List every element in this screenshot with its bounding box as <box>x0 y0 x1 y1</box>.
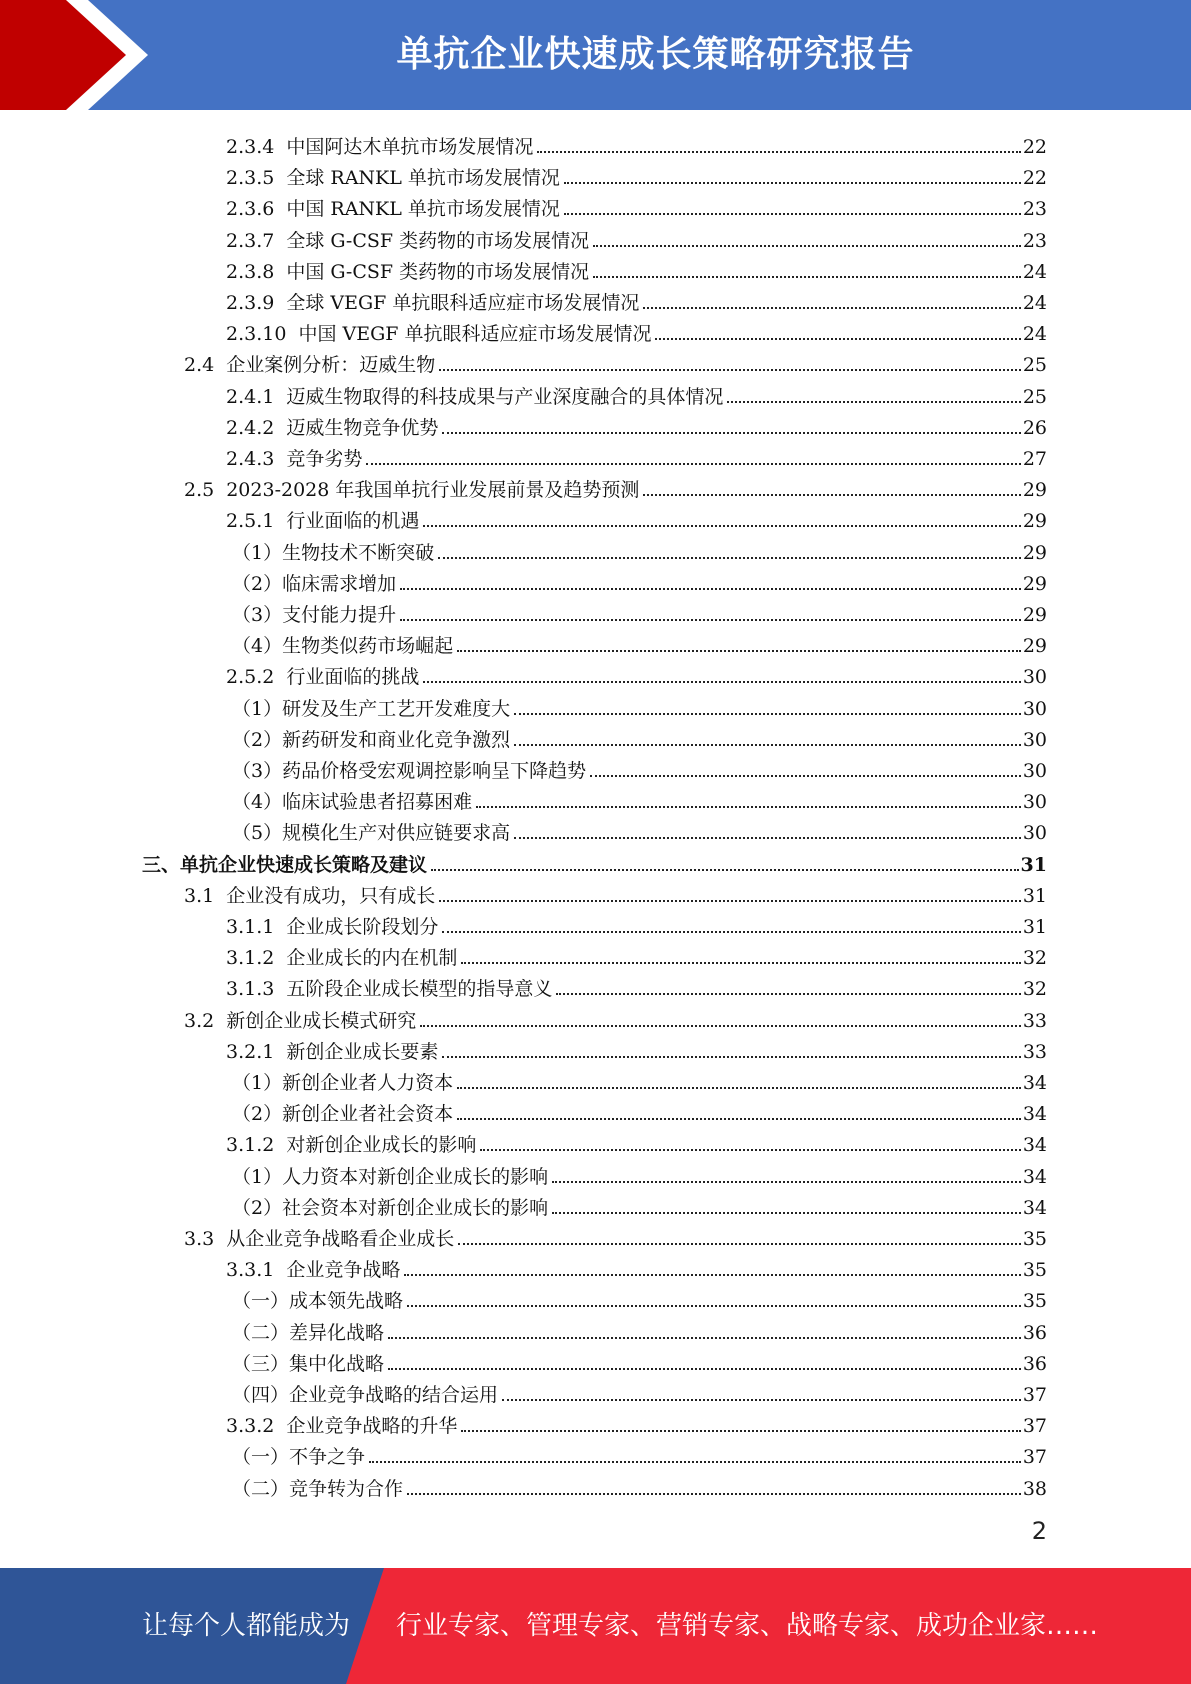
toc-entry-page: 30 <box>1022 822 1047 845</box>
toc-entry[interactable] <box>232 534 1047 565</box>
toc-entry-page: 34 <box>1022 1196 1047 1219</box>
toc-entry-page: 31 <box>1020 853 1047 876</box>
toc-dot-leader <box>366 463 1020 465</box>
toc-entry-label: 药品价格受宏观调控影响呈下降趋势 <box>282 760 587 782</box>
toc-entry-number: （2） <box>232 1196 283 1219</box>
toc-dot-leader <box>442 1056 1020 1058</box>
toc-entry-number: 3.1.2 <box>226 1134 275 1157</box>
toc-dot-leader <box>593 276 1021 278</box>
toc-entry-label: 生物类似药市场崛起 <box>282 635 454 658</box>
toc-entry-label: 企业竞争战略的结合运用 <box>289 1384 499 1406</box>
toc-entry-number: （一） <box>232 1290 290 1313</box>
toc-entry[interactable] <box>232 596 1047 627</box>
toc-entry[interactable] <box>184 346 1047 377</box>
toc-entry-number: （三） <box>232 1352 290 1375</box>
toc-entry-page: 30 <box>1022 666 1047 689</box>
toc-entry-page: 30 <box>1022 760 1047 782</box>
toc-dot-leader <box>438 557 1021 559</box>
toc-entry-number: 3.3.2 <box>226 1415 275 1438</box>
toc-entry[interactable] <box>232 1438 1047 1469</box>
toc-entry[interactable] <box>226 128 1047 159</box>
toc-entry-page: 34 <box>1022 1103 1047 1126</box>
toc-entry-label: 新创企业成长模式研究 <box>226 1009 417 1032</box>
toc-entry-label: 全球 G-CSF 类药物的市场发展情况 <box>286 229 590 252</box>
toc-entry-label: 竞争转为合作 <box>289 1477 404 1500</box>
toc-entry[interactable] <box>232 565 1047 596</box>
toc-entry-number: 3.1.3 <box>226 978 275 1001</box>
toc-entry-label: 对新创企业成长的影响 <box>286 1134 477 1157</box>
toc-entry-number: （四） <box>232 1384 290 1406</box>
toc-entry[interactable] <box>226 253 1047 284</box>
toc-entry[interactable] <box>184 1002 1047 1033</box>
toc-entry-number: （5） <box>232 822 283 845</box>
toc-entry[interactable] <box>226 908 1047 939</box>
toc-entry-number: （一） <box>232 1446 290 1469</box>
toc-entry[interactable] <box>232 814 1047 845</box>
toc-entry-number: 2.5.2 <box>226 666 275 689</box>
toc-dot-leader <box>514 744 1021 746</box>
toc-entry-number: 2.4 <box>184 354 215 377</box>
toc-entry-page: 24 <box>1022 260 1047 283</box>
toc-entry-number: （二） <box>232 1477 290 1500</box>
toc-entry-number: （3） <box>232 760 283 782</box>
toc-entry-page: 34 <box>1022 1134 1047 1157</box>
toc-entry-number: 2.3.5 <box>226 167 275 190</box>
toc-entry[interactable] <box>232 1345 1047 1376</box>
toc-entry[interactable] <box>226 970 1047 1001</box>
toc-entry-number: （1） <box>232 697 283 720</box>
toc-dot-leader <box>564 182 1021 184</box>
toc-entry-label: 差异化战略 <box>289 1321 385 1344</box>
toc-entry[interactable] <box>226 1251 1047 1282</box>
toc-entry-label: 全球 VEGF 单抗眼科适应症市场发展情况 <box>286 292 640 314</box>
toc-entry[interactable] <box>226 222 1047 253</box>
toc-entry-number: 2.5 <box>184 479 215 502</box>
toc-entry-page: 32 <box>1022 978 1047 1001</box>
toc-entry-label: 行业面临的机遇 <box>286 510 420 533</box>
toc-entry-number: 2.3.9 <box>226 292 275 314</box>
toc-dot-leader <box>439 369 1021 371</box>
toc-entry-label: 企业成长阶段划分 <box>286 916 439 938</box>
toc-entry-number: 2.5.1 <box>226 510 275 533</box>
toc-entry-page: 29 <box>1022 510 1047 533</box>
toc-dot-leader <box>404 1274 1020 1276</box>
page-number: 2 <box>1031 1517 1047 1545</box>
toc-entry-label: 竞争劣势 <box>286 448 363 470</box>
toc-dot-leader <box>388 1337 1021 1339</box>
toc-dot-leader <box>423 525 1020 527</box>
toc-entry-page: 29 <box>1022 541 1047 564</box>
toc-entry-number: 3.2 <box>184 1009 215 1032</box>
toc-entry-number: （1） <box>232 1165 283 1188</box>
toc-entry[interactable] <box>232 1064 1047 1095</box>
toc-entry-page: 31 <box>1022 916 1047 938</box>
toc-entry[interactable] <box>226 440 1047 471</box>
toc-entry[interactable] <box>232 1376 1047 1407</box>
toc-entry-number: 2.3.6 <box>226 198 275 221</box>
toc-entry[interactable] <box>226 378 1047 409</box>
toc-entry-label: 支付能力提升 <box>282 604 397 626</box>
footer-slogan-left: 让每个人都能成为 <box>142 1611 351 1641</box>
toc-entry-page: 22 <box>1022 136 1047 158</box>
toc-entry-number: （4） <box>232 791 283 814</box>
toc-entry-number: 3.1.1 <box>226 916 275 938</box>
toc-entry[interactable] <box>232 690 1047 721</box>
toc-dot-leader <box>461 962 1020 964</box>
toc-entry-number: （1） <box>232 1072 283 1094</box>
toc-entry-number: （2） <box>232 572 283 595</box>
toc-entry-page: 25 <box>1022 354 1047 377</box>
toc-entry-page: 37 <box>1022 1415 1047 1438</box>
toc-entry[interactable] <box>184 1220 1047 1251</box>
toc-entry-page: 29 <box>1022 635 1047 658</box>
toc-entry-page: 33 <box>1022 1009 1047 1032</box>
toc-entry[interactable] <box>226 409 1047 440</box>
toc-entry-label: 企业成长的内在机制 <box>286 947 458 970</box>
toc-entry-page: 34 <box>1022 1165 1047 1188</box>
toc-entry-page: 35 <box>1022 1228 1047 1250</box>
toc-entry-label: 五阶段企业成长模型的指导意义 <box>286 978 553 1001</box>
toc-dot-leader <box>442 432 1020 434</box>
toc-entry[interactable] <box>184 471 1047 502</box>
toc-dot-leader <box>423 681 1020 683</box>
toc-entry-label: 新创企业成长要素 <box>286 1040 439 1063</box>
toc-entry-page: 26 <box>1022 416 1047 439</box>
toc-entry-page: 23 <box>1022 198 1047 221</box>
toc-dot-leader <box>420 1025 1021 1027</box>
toc-entry-number: 3.3.1 <box>226 1259 275 1282</box>
toc-entry-label: 迈威生物取得的科技成果与产业深度融合的具体情况 <box>286 385 724 408</box>
toc-dot-leader <box>564 213 1021 215</box>
toc-dot-leader <box>407 1305 1021 1307</box>
toc-entry[interactable] <box>232 752 1047 783</box>
toc-entry-page: 30 <box>1022 697 1047 720</box>
toc-entry[interactable] <box>226 502 1047 533</box>
toc-entry-label: 规模化生产对供应链要求高 <box>282 822 511 845</box>
toc-dot-leader <box>643 307 1020 309</box>
toc-entry-page: 24 <box>1022 292 1047 314</box>
toc-entry-number: 2.3.8 <box>226 260 275 283</box>
toc-dot-leader <box>552 1212 1021 1214</box>
toc-dot-leader <box>514 837 1021 839</box>
toc-entry-number: 2.3.4 <box>226 136 275 158</box>
toc-dot-leader <box>439 900 1021 902</box>
toc-entry-number: 三、 <box>142 853 181 876</box>
toc-entry-page: 37 <box>1022 1384 1047 1406</box>
toc-dot-leader <box>400 588 1021 590</box>
toc-entry[interactable] <box>232 783 1047 814</box>
toc-entry[interactable] <box>232 627 1047 658</box>
toc-entry-page: 31 <box>1022 884 1047 907</box>
toc-entry-page: 37 <box>1022 1446 1047 1469</box>
toc-entry-number: 3.3 <box>184 1228 215 1250</box>
toc-entry-label: 全球 RANKL 单抗市场发展情况 <box>286 167 560 190</box>
toc-entry-number: （二） <box>232 1321 290 1344</box>
toc-entry-number: （3） <box>232 604 283 626</box>
toc-dot-leader <box>552 1181 1021 1183</box>
report-title: 单抗企业快速成长策略研究报告 <box>396 34 915 75</box>
toc-entry-number: 2.3.7 <box>226 229 275 252</box>
page-footer <box>0 1568 1191 1684</box>
toc-entry-page: 29 <box>1022 604 1047 626</box>
toc-entry[interactable] <box>232 1095 1047 1126</box>
toc-entry-label: 单抗企业快速成长策略及建议 <box>180 853 428 876</box>
toc-entry-page: 36 <box>1022 1321 1047 1344</box>
toc-entry[interactable] <box>226 159 1047 190</box>
toc-entry-label: 临床需求增加 <box>282 572 397 595</box>
toc-dot-leader <box>590 775 1021 777</box>
toc-entry-number: 3.1 <box>184 884 215 907</box>
toc-entry-label: 行业面临的挑战 <box>286 666 420 689</box>
toc-entry-number: （2） <box>232 728 283 751</box>
toc-entry-number: 2.4.2 <box>226 416 275 439</box>
toc-entry-label: 新创企业者社会资本 <box>282 1103 454 1126</box>
toc-entry[interactable] <box>226 190 1047 221</box>
toc-dot-leader <box>655 338 1020 340</box>
toc-dot-leader <box>369 1461 1021 1463</box>
toc-dot-leader <box>727 401 1020 403</box>
toc-entry-number: 3.2.1 <box>226 1040 275 1063</box>
toc-entry-page: 22 <box>1022 167 1047 190</box>
toc-dot-leader <box>643 494 1020 496</box>
toc-entry[interactable] <box>232 1470 1047 1501</box>
toc-entry-label: 人力资本对新创企业成长的影响 <box>282 1165 549 1188</box>
toc-entry[interactable] <box>232 721 1047 752</box>
toc-entry-label: 2023-2028 年我国单抗行业发展前景及趋势预测 <box>226 479 640 502</box>
toc-entry-label: 迈威生物竞争优势 <box>286 416 439 439</box>
toc-entry-page: 29 <box>1022 572 1047 595</box>
toc-dot-leader <box>461 1430 1020 1432</box>
toc-entry[interactable] <box>232 1282 1047 1313</box>
toc-entry-label: 企业竞争战略的升华 <box>286 1415 458 1438</box>
toc-entry[interactable] <box>226 315 1047 346</box>
toc-dot-leader <box>556 993 1020 995</box>
toc-entry-number: （2） <box>232 1103 283 1126</box>
toc-entry-page: 32 <box>1022 947 1047 970</box>
toc-dot-leader <box>400 619 1021 621</box>
toc-entry[interactable] <box>226 939 1047 970</box>
report-header <box>0 0 1191 110</box>
toc-entry[interactable] <box>184 877 1047 908</box>
toc-entry[interactable] <box>226 1126 1047 1157</box>
toc-entry-label: 企业竞争战略 <box>286 1259 401 1282</box>
footer-slogan-right: 行业专家、管理专家、营销专家、战略专家、成功企业家…… <box>396 1611 1099 1641</box>
toc-dot-leader <box>458 1243 1021 1245</box>
toc-entry-page: 29 <box>1022 479 1047 502</box>
toc-entry-page: 36 <box>1022 1352 1047 1375</box>
toc-entry-number: （4） <box>232 635 283 658</box>
toc-entry[interactable] <box>142 846 1047 877</box>
toc-dot-leader <box>442 931 1020 933</box>
toc-entry-label: 集中化战略 <box>289 1352 385 1375</box>
toc-entry-label: 生物技术不断突破 <box>282 541 435 564</box>
toc-entry-label: 企业没有成功，只有成长 <box>226 884 436 907</box>
toc-entry[interactable] <box>226 1033 1047 1064</box>
toc-entry-label: 企业案例分析：迈威生物 <box>226 354 436 377</box>
toc-entry-label: 研发及生产工艺开发难度大 <box>282 697 511 720</box>
toc-dot-leader <box>514 713 1021 715</box>
toc-dot-leader <box>480 1149 1020 1151</box>
toc-dot-leader <box>476 806 1021 808</box>
toc-entry-number: 2.3.10 <box>226 323 287 346</box>
toc-dot-leader <box>537 151 1020 153</box>
toc-entry-label: 中国 G-CSF 类药物的市场发展情况 <box>286 260 590 283</box>
toc-entry-number: 2.4.3 <box>226 448 275 470</box>
toc-entry-page: 24 <box>1022 323 1047 346</box>
toc-entry-label: 新创企业者人力资本 <box>282 1072 454 1094</box>
toc-entry-page: 35 <box>1022 1259 1047 1282</box>
toc-dot-leader <box>457 1087 1021 1089</box>
toc-entry[interactable] <box>232 1189 1047 1220</box>
toc-entry-page: 38 <box>1022 1477 1047 1500</box>
toc-entry-page: 30 <box>1022 728 1047 751</box>
toc-entry[interactable] <box>226 658 1047 689</box>
toc-entry-label: 成本领先战略 <box>289 1290 404 1313</box>
toc-entry-page: 33 <box>1022 1040 1047 1063</box>
toc-dot-leader <box>457 650 1021 652</box>
toc-entry-page: 27 <box>1022 448 1047 470</box>
toc-entry-page: 34 <box>1022 1072 1047 1094</box>
toc-entry[interactable] <box>226 1407 1047 1438</box>
toc-entry-number: 2.4.1 <box>226 385 275 408</box>
toc-entry-number: 3.1.2 <box>226 947 275 970</box>
toc-entry[interactable] <box>232 1158 1047 1189</box>
toc-entry-page: 30 <box>1022 791 1047 814</box>
toc-dot-leader <box>502 1399 1021 1401</box>
toc-entry-label: 中国阿达木单抗市场发展情况 <box>286 136 534 158</box>
toc-entry-label: 临床试验患者招募困难 <box>282 791 473 814</box>
toc-dot-leader <box>407 1493 1021 1495</box>
toc-entry-page: 23 <box>1022 229 1047 252</box>
toc-entry-page: 35 <box>1022 1290 1047 1313</box>
toc-entry-label: 从企业竞争战略看企业成长 <box>226 1228 455 1250</box>
toc-dot-leader <box>593 245 1021 247</box>
toc-dot-leader <box>457 1118 1021 1120</box>
toc-entry-label: 新药研发和商业化竞争激烈 <box>282 728 511 751</box>
toc-entry[interactable] <box>226 284 1047 315</box>
toc-dot-leader <box>431 869 1019 871</box>
toc-entry-label: 社会资本对新创企业成长的影响 <box>282 1196 549 1219</box>
toc-dot-leader <box>388 1368 1021 1370</box>
toc-entry-label: 中国 VEGF 单抗眼科适应症市场发展情况 <box>298 323 652 346</box>
toc-entry[interactable] <box>232 1314 1047 1345</box>
toc-entry-label: 不争之争 <box>289 1446 366 1469</box>
toc-entry-number: （1） <box>232 541 283 564</box>
toc-entry-page: 25 <box>1022 385 1047 408</box>
toc-entry-label: 中国 RANKL 单抗市场发展情况 <box>286 198 560 221</box>
